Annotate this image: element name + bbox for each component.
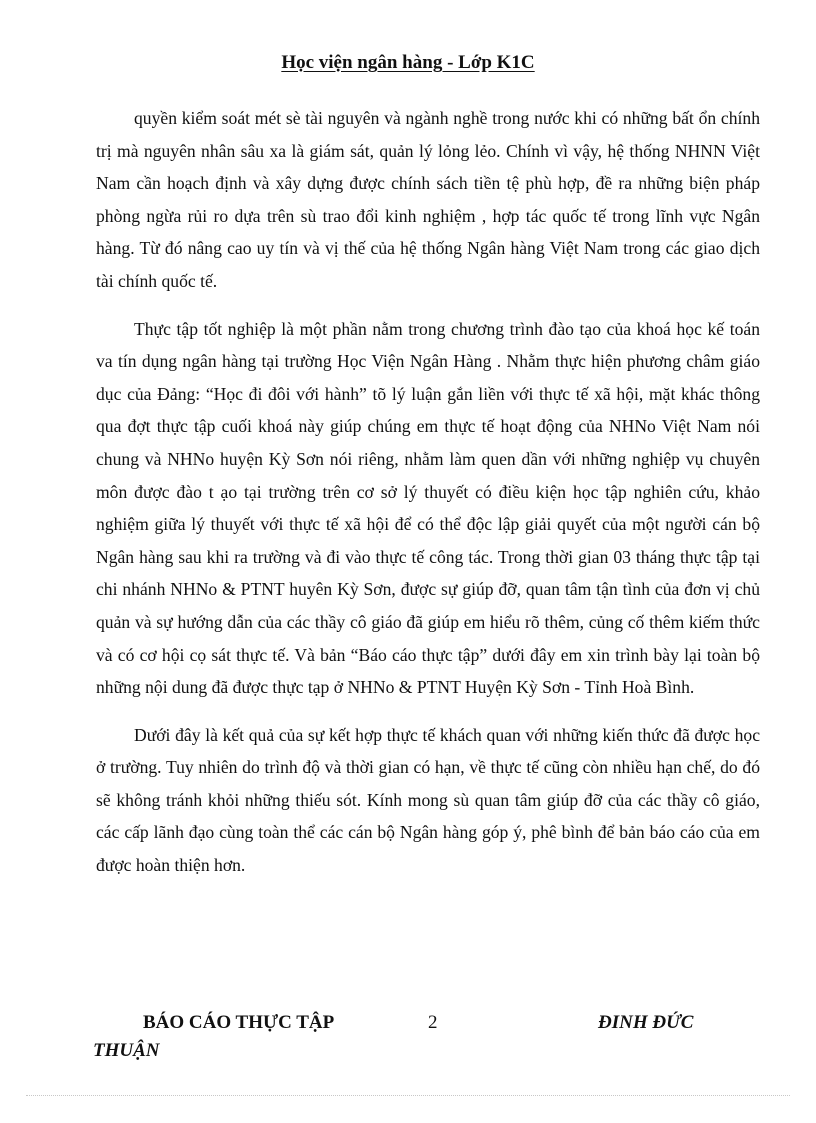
body-text bbox=[96, 102, 760, 897]
footer-report-title: BÁO CÁO THỰC TẬP bbox=[143, 1012, 335, 1033]
page-number: 2 bbox=[428, 1012, 438, 1033]
paragraph: quyền kiểm soát mét sè tài nguyên và ngành nghề trong nước khi có những bất ổn chính trị mà nguyên nhân sâu xa là giám sát, quản lý lỏng lẻo. Chính vì vậy, hệ thống NHNN Việt Nam cần hoạch định và xây dựng được chính sách tiền tệ phù hợp, đề ra những biện pháp phòng ngừa rủi ro dựa trên sù trao đổi kinh nghiệm , hợp tác quốc tế trong lĩnh vực Ngân hàng. Từ đó nâng cao uy tín và vị thế của hệ thống Ngân hàng Việt Nam trong các giao dịch tài chính quốc tế. bbox=[96, 108, 760, 291]
footer-author-line2: THUẬN bbox=[93, 1040, 160, 1061]
page-bottom-divider bbox=[26, 1095, 790, 1096]
page-header bbox=[0, 52, 816, 74]
page-footer bbox=[0, 1012, 816, 1072]
paragraph: Thực tập tốt nghiệp là một phần nằm trong chương trình đào tạo của khoá học kế toán va tín dụng ngân hàng tại trường Học Viện Ngân Hàng . Nhằm thực hiện phương châm giáo dục của Đảng: “Học đi đôi với hành” tõ lý luận gắn liền với thực tế xã hội, mặt khác thông qua đợt thực tập cuối khoá này giúp chúng em thực tế hoạt động của NHNo Việt Nam nói chung và NHNo huyện Kỳ Sơn nói riêng, nhằm làm quen dần với những nghiệp vụ chuyên môn được đào t ạo tại trường trên cơ sở lý thuyết có điều kiện học tập nghiên cứu, khảo nghiệm giữa lý thuyết với thực tế xã hội để có thể độc lập giải quyết của một người cán bộ Ngân hàng sau khi ra trường và đi vào thực tế công tác. Trong thời gian 03 tháng thực tập tại chi nhánh NHNo & PTNT huyên Kỳ Sơn, được sự giúp đỡ, quan tâm tận tình của đơn vị chủ quản và sự hướng dẫn của các thầy cô giáo đã giúp em hiểu rõ thêm, củng cố thêm kiếm thức và có cơ hội cọ sát thực tế. Và bản “Báo cáo thực tập” dưới đây em xin trình bày lại toàn bộ những nội dung đã được thực tạp ở NHNo & PTNT Huyện Kỳ Sơn - Tỉnh Hoà Bình. bbox=[96, 318, 760, 698]
paragraph: Dưới đây là kết quả của sự kết hợp thực tế khách quan với những kiến thức đã được học ở trường. Tuy nhiên do trình độ và thời gian có hạn, về thực tế cũng còn nhiều hạn chế, do đó sẽ không tránh khỏi những thiếu sót. Kính mong sù quan tâm giúp đỡ của các thầy cô giáo, các cấp lãnh đạo cùng toàn thể các cán bộ Ngân hàng góp ý, phê bình để bản báo cáo của em được hoàn thiện hơn. bbox=[96, 724, 760, 876]
header-title: Học viện ngân hàng - Lớp K1C bbox=[281, 52, 535, 73]
footer-author-line1: ĐINH ĐỨC bbox=[598, 1012, 694, 1033]
